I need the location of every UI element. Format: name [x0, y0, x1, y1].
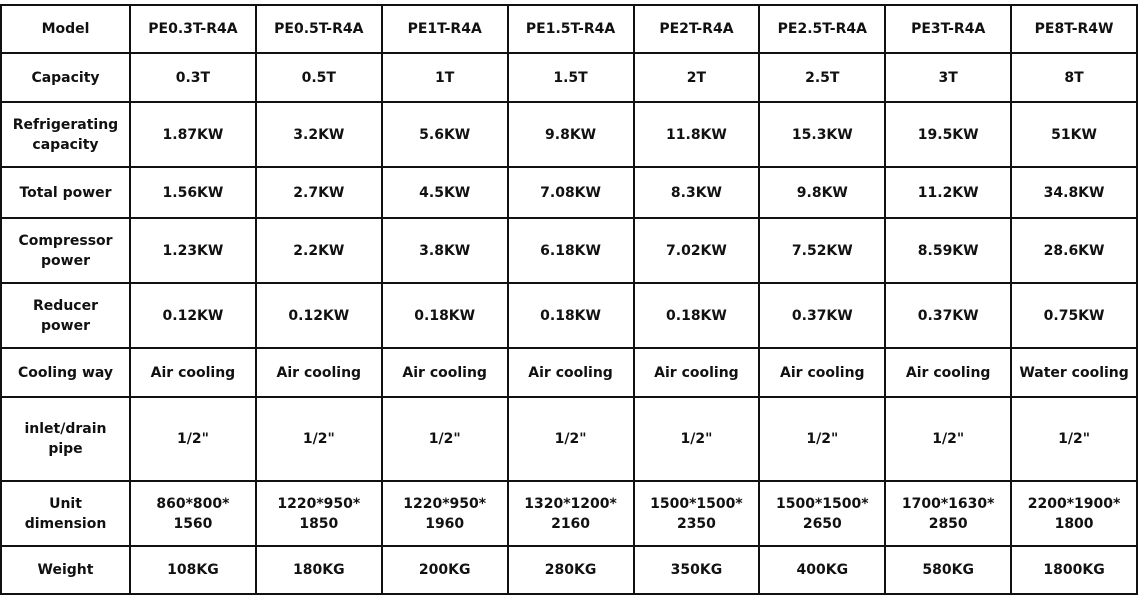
cell-reducer-1 [256, 283, 382, 348]
table-row-compressor [1, 218, 1137, 283]
cell-reducer-3 [508, 283, 634, 348]
cell-line: 34.8KW [1043, 184, 1105, 201]
row-label-model [1, 5, 130, 53]
cell-capacity-7 [1011, 53, 1137, 102]
row-label-line: dimension [24, 515, 107, 532]
cell-line: 1560 [173, 515, 213, 532]
cell-line: 28.6KW [1043, 242, 1105, 259]
cell-model-5 [759, 5, 885, 53]
cell-reducer-2 [382, 283, 508, 348]
cell-total-6 [885, 167, 1011, 218]
cell-line: 1800 [1054, 515, 1094, 532]
cell-capacity-3 [508, 53, 634, 102]
cell-refrigerating-3 [508, 102, 634, 167]
cell-total-4 [634, 167, 760, 218]
cell-line: 2.2KW [293, 242, 345, 259]
table-row-cooling [1, 348, 1137, 397]
cell-dimension-2 [382, 481, 508, 546]
cell-cooling-2 [382, 348, 508, 397]
cell-line: 1960 [425, 515, 465, 532]
cell-compressor-0 [130, 218, 256, 283]
cell-model-6 [885, 5, 1011, 53]
row-label-line: Cooling way [17, 364, 114, 381]
cell-pipe-7 [1011, 397, 1137, 481]
table-row-pipe [1, 397, 1137, 481]
cell-compressor-2 [382, 218, 508, 283]
cell-capacity-0 [130, 53, 256, 102]
cell-weight-0 [130, 546, 256, 594]
row-label-refrigerating [1, 102, 130, 167]
table-row-total [1, 167, 1137, 218]
row-label-line: Total power [19, 184, 112, 201]
cell-total-7 [1011, 167, 1137, 218]
cell-line: 1/2" [302, 431, 335, 447]
cell-line: 5.6KW [419, 126, 471, 143]
cell-line: 1320*1200* [524, 495, 617, 512]
cell-line: 2350 [676, 515, 716, 532]
cell-model-2 [382, 5, 508, 53]
cell-reducer-7 [1011, 283, 1137, 348]
cell-line: Air cooling [402, 364, 487, 381]
row-label-pipe [1, 397, 130, 481]
cell-line: 1220*950* [403, 495, 487, 512]
cell-line: 108KG [167, 562, 219, 578]
cell-dimension-0 [130, 481, 256, 546]
cell-line: 8.3KW [670, 184, 722, 201]
cell-pipe-3 [508, 397, 634, 481]
cell-dimension-3 [508, 481, 634, 546]
cell-line: 0.37KW [917, 307, 979, 324]
cell-refrigerating-7 [1011, 102, 1137, 167]
cell-compressor-7 [1011, 218, 1137, 283]
cell-line: 400KG [796, 562, 849, 578]
cell-dimension-6 [885, 481, 1011, 546]
row-label-line: Compressor [18, 232, 113, 249]
cell-line: Air cooling [150, 364, 236, 381]
cell-line: 1T [435, 69, 455, 86]
cell-reducer-6 [885, 283, 1011, 348]
cell-dimension-1 [256, 481, 382, 546]
row-label-dimension [1, 481, 130, 546]
cell-model-3 [508, 5, 634, 53]
row-label-compressor [1, 218, 130, 283]
cell-refrigerating-6 [885, 102, 1011, 167]
cell-model-7 [1011, 5, 1137, 53]
cell-line: 350KG [670, 562, 723, 578]
cell-weight-6 [885, 546, 1011, 594]
cell-compressor-5 [759, 218, 885, 283]
row-label-capacity [1, 53, 130, 102]
cell-compressor-3 [508, 218, 634, 283]
cell-capacity-2 [382, 53, 508, 102]
row-label-line: Unit [49, 495, 82, 512]
row-label-line: pipe [48, 441, 83, 457]
cell-line: 1500*1500* [776, 495, 869, 512]
cell-pipe-0 [130, 397, 256, 481]
cell-reducer-4 [634, 283, 760, 348]
cell-line: 3.8KW [419, 242, 471, 259]
cell-weight-3 [508, 546, 634, 594]
cell-line: 1500*1500* [650, 495, 743, 512]
cell-line: 3T [938, 69, 958, 86]
cell-line: 1/2" [1058, 431, 1090, 447]
cell-pipe-5 [759, 397, 885, 481]
cell-model-4 [634, 5, 760, 53]
cell-cooling-0 [130, 348, 256, 397]
cell-capacity-6 [885, 53, 1011, 102]
cell-line: Air cooling [780, 364, 865, 381]
table-row-refrigerating [1, 102, 1137, 167]
cell-cooling-3 [508, 348, 634, 397]
cell-line: 280KG [544, 562, 597, 578]
cell-line: 1800KG [1043, 562, 1105, 578]
spec-table [0, 4, 1138, 595]
cell-line: Water cooling [1019, 364, 1129, 381]
cell-line: 0.37KW [791, 307, 853, 324]
table-row-dimension [1, 481, 1137, 546]
cell-line: 9.8KW [545, 126, 597, 143]
cell-cooling-5 [759, 348, 885, 397]
spec-table-body [1, 5, 1137, 594]
row-label-total [1, 167, 130, 218]
cell-weight-5 [759, 546, 885, 594]
cell-line: 0.12KW [288, 307, 350, 324]
row-label-line: Model [41, 21, 90, 37]
cell-line: 0.18KW [540, 307, 601, 324]
cell-refrigerating-1 [256, 102, 382, 167]
cell-total-0 [130, 167, 256, 218]
cell-line: 9.8KW [796, 184, 848, 201]
cell-cooling-7 [1011, 348, 1137, 397]
row-label-weight [1, 546, 130, 594]
cell-line: 1.5T [553, 69, 588, 86]
cell-line: 4.5KW [419, 184, 471, 201]
cell-weight-1 [256, 546, 382, 594]
cell-line: 1850 [299, 515, 339, 532]
cell-line: 1/2" [806, 431, 839, 447]
row-label-reducer [1, 283, 130, 348]
cell-line: Air cooling [654, 364, 739, 381]
cell-line: 580KG [922, 562, 974, 578]
cell-line: Air cooling [528, 364, 613, 381]
cell-line: 0.75KW [1043, 307, 1105, 324]
cell-weight-7 [1011, 546, 1137, 594]
cell-line: PE2.5T-R4A [777, 21, 867, 37]
cell-line: 180KG [293, 562, 345, 578]
cell-pipe-4 [634, 397, 760, 481]
table-row-weight [1, 546, 1137, 594]
cell-line: 0.12KW [162, 307, 224, 324]
cell-line: PE3T-R4A [911, 21, 986, 37]
cell-line: 1.87KW [162, 126, 224, 143]
cell-line: 860*800* [156, 495, 230, 512]
cell-line: 1.56KW [162, 184, 224, 201]
cell-line: 8.59KW [917, 242, 979, 259]
cell-line: 6.18KW [540, 242, 601, 259]
cell-line: 0.5T [301, 69, 336, 86]
row-label-line: Capacity [31, 69, 100, 86]
cell-line: PE1.5T-R4A [525, 21, 616, 37]
cell-compressor-4 [634, 218, 760, 283]
cell-dimension-7 [1011, 481, 1137, 546]
cell-total-3 [508, 167, 634, 218]
cell-reducer-5 [759, 283, 885, 348]
cell-line: 2200*1900* [1027, 495, 1121, 512]
cell-line: PE2T-R4A [659, 21, 734, 37]
cell-total-1 [256, 167, 382, 218]
row-label-line: inlet/drain [24, 421, 107, 437]
cell-model-0 [130, 5, 256, 53]
cell-line: 19.5KW [917, 126, 979, 143]
cell-line: PE0.5T-R4A [274, 21, 364, 37]
cell-line: 1/2" [428, 431, 461, 447]
cell-line: Air cooling [905, 364, 991, 381]
cell-line: PE8T-R4W [1034, 21, 1114, 37]
cell-total-5 [759, 167, 885, 218]
cell-line: 11.8KW [666, 126, 727, 143]
cell-refrigerating-2 [382, 102, 508, 167]
cell-line: 200KG [418, 562, 471, 578]
cell-line: 15.3KW [791, 126, 853, 143]
cell-line: 1700*1630* [901, 495, 995, 512]
cell-line: 0.18KW [414, 307, 476, 324]
cell-capacity-1 [256, 53, 382, 102]
cell-dimension-5 [759, 481, 885, 546]
cell-line: 51KW [1051, 126, 1097, 143]
cell-pipe-2 [382, 397, 508, 481]
row-label-cooling [1, 348, 130, 397]
cell-line: 2.5T [805, 69, 840, 86]
cell-line: 7.02KW [666, 242, 727, 259]
cell-dimension-4 [634, 481, 760, 546]
cell-model-1 [256, 5, 382, 53]
cell-refrigerating-4 [634, 102, 760, 167]
cell-line: 1/2" [932, 431, 965, 447]
cell-compressor-1 [256, 218, 382, 283]
cell-cooling-1 [256, 348, 382, 397]
cell-line: 2T [686, 69, 707, 86]
cell-line: PE1T-R4A [407, 21, 482, 37]
row-label-line: Weight [37, 562, 94, 578]
cell-refrigerating-0 [130, 102, 256, 167]
cell-line: 2160 [551, 515, 591, 532]
table-row-model [1, 5, 1137, 53]
cell-line: 3.2KW [293, 126, 345, 143]
cell-cooling-4 [634, 348, 760, 397]
row-label-line: power [41, 252, 90, 269]
cell-capacity-5 [759, 53, 885, 102]
cell-line: 0.18KW [666, 307, 727, 324]
cell-line: 1.23KW [162, 242, 224, 259]
row-label-line: power [41, 317, 90, 334]
cell-line: 2.7KW [293, 184, 345, 201]
row-label-line: capacity [32, 136, 99, 153]
cell-reducer-0 [130, 283, 256, 348]
cell-pipe-6 [885, 397, 1011, 481]
row-label-line: Refrigerating [12, 116, 119, 133]
row-label-line: Reducer [33, 297, 98, 314]
table-row-capacity [1, 53, 1137, 102]
cell-line: 7.52KW [791, 242, 853, 259]
cell-line: 7.08KW [540, 184, 601, 201]
cell-compressor-6 [885, 218, 1011, 283]
cell-line: PE0.3T-R4A [148, 21, 238, 37]
cell-line: Air cooling [276, 364, 362, 381]
cell-line: 2650 [802, 515, 842, 532]
cell-weight-4 [634, 546, 760, 594]
cell-line: 0.3T [175, 69, 211, 86]
cell-line: 1/2" [680, 431, 713, 447]
cell-refrigerating-5 [759, 102, 885, 167]
cell-line: 11.2KW [917, 184, 979, 201]
cell-weight-2 [382, 546, 508, 594]
cell-total-2 [382, 167, 508, 218]
cell-line: 1/2" [554, 431, 587, 447]
cell-line: 1/2" [176, 431, 209, 447]
cell-capacity-4 [634, 53, 760, 102]
cell-line: 8T [1064, 69, 1084, 86]
cell-cooling-6 [885, 348, 1011, 397]
table-row-reducer [1, 283, 1137, 348]
cell-line: 2850 [928, 515, 968, 532]
cell-line: 1220*950* [277, 495, 361, 512]
cell-pipe-1 [256, 397, 382, 481]
